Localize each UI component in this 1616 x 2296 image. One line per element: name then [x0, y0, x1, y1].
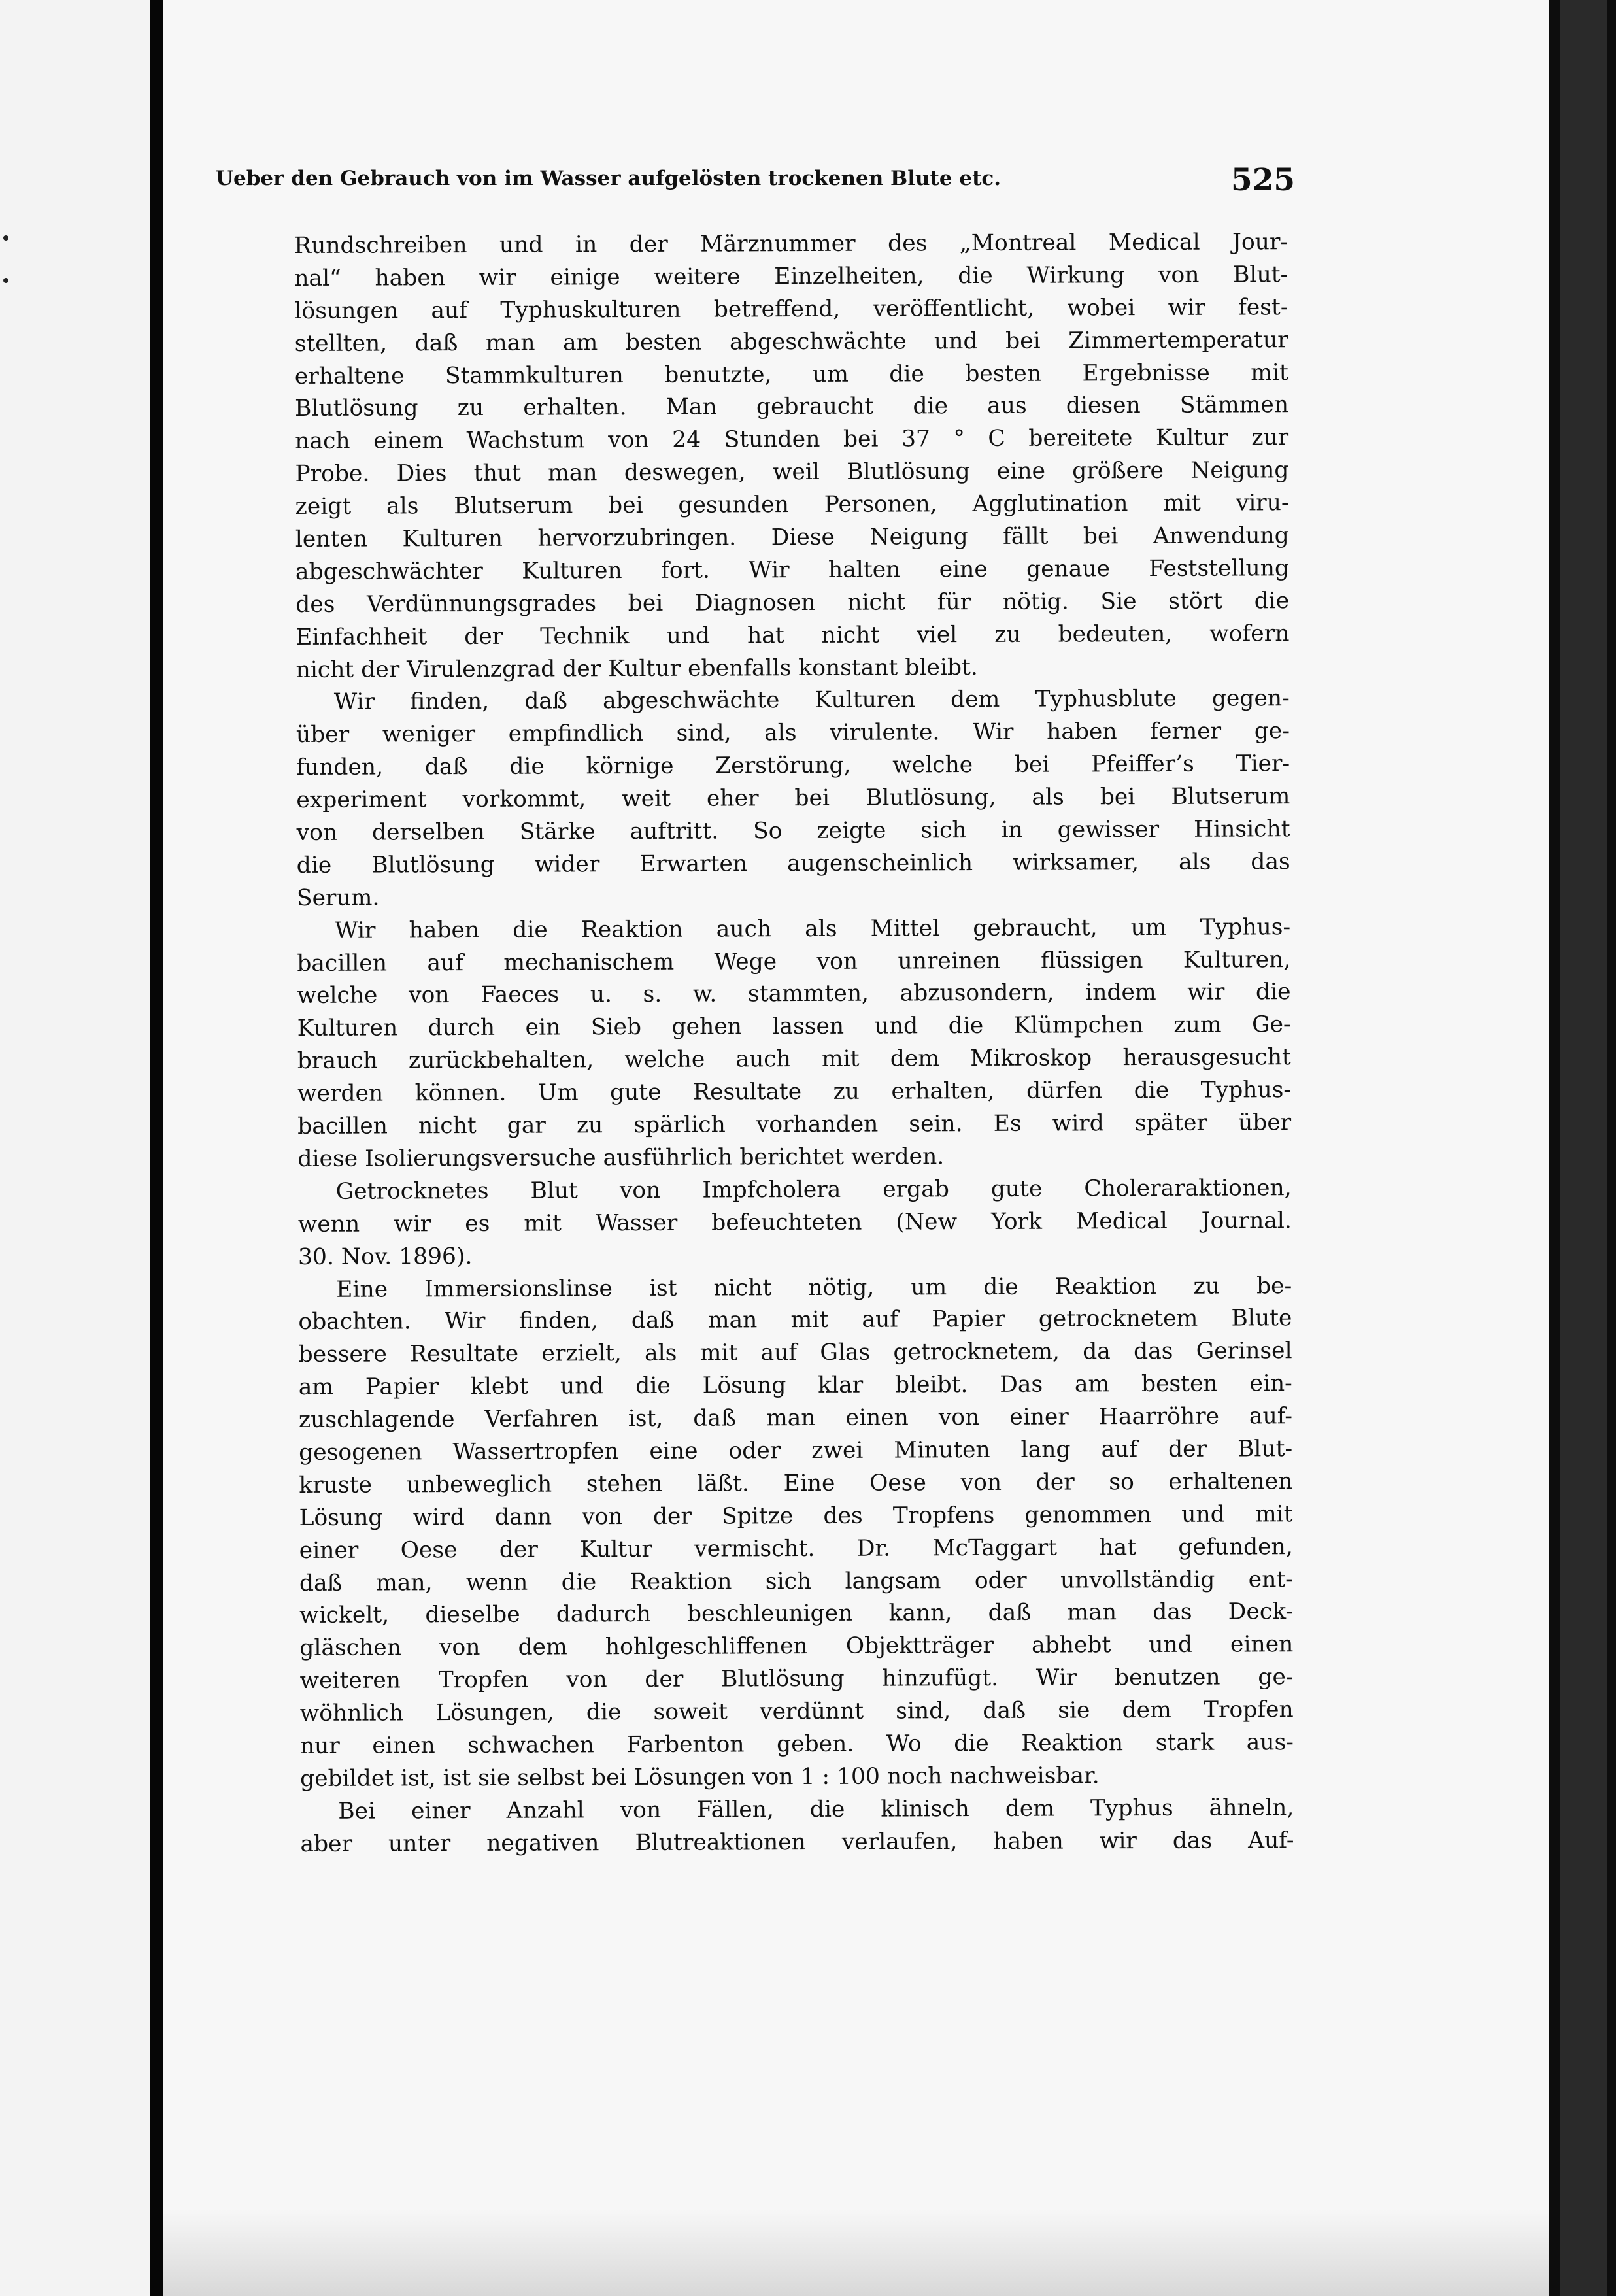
text-line: werden können. Um gute Resultate zu erhalten, dürfen die Typhus- [297, 1077, 1292, 1107]
text-line: Einfachheit der Technik und hat nicht viel zu bedeuten, wofern [295, 620, 1290, 650]
text-line: von derselben Stärke auftritt. So zeigte sich in gewisser Hinsicht [296, 816, 1290, 847]
page-bottom-shadow [163, 2210, 1549, 2296]
text-line: nach einem Wachstum von 24 Stunden bei 37 ° C bereitete Kultur zur [295, 424, 1289, 455]
text-line: Eine Immersionslinse ist nicht nötig, um die Reaktion zu be- [336, 1272, 1292, 1303]
text-line: daß man, wenn die Reaktion sich langsam oder unvollständig ent- [299, 1566, 1294, 1596]
text-line: funden, daß die körnige Zerstörung, welche bei Pfeiffer’s Tier- [296, 751, 1290, 781]
text-line: aber unter negativen Blutreaktionen verlaufen, haben wir das Auf- [300, 1827, 1294, 1857]
text-line: weiteren Tropfen von der Blutlösung hinzufügt. Wir benutzen ge- [299, 1664, 1294, 1695]
text-line: nal“ haben wir einige weitere Einzelheiten, die Wirkung von Blut- [294, 262, 1288, 292]
text-line: lenten Kulturen hervorzubringen. Diese Neigung fällt bei Anwendung [295, 522, 1289, 553]
margin-mark [3, 235, 8, 241]
text-line: gläschen von dem hohlgeschliffenen Objektträger abhebt und einen [299, 1631, 1294, 1662]
text-line: diese Isolierungsversuche ausführlich berichtet werden. [297, 1143, 945, 1172]
text-line: bessere Resultate erzielt, als mit auf Glas getrocknetem, da das Gerinsel [298, 1338, 1292, 1368]
text-line: abgeschwächter Kulturen fort. Wir halten eine genaue Feststellung [295, 555, 1290, 585]
text-line: zeigt als Blutserum bei gesunden Personen, Agglutination mit viru- [295, 490, 1289, 520]
text-line: Serum. [296, 885, 380, 911]
left-page-edge [0, 0, 150, 2296]
text-line: kruste unbeweglich stehen läßt. Eine Oese von der so erhaltenen [299, 1468, 1293, 1498]
text-line: wöhnlich Lösungen, die soweit verdünnt sind, daß sie dem Tropfen [299, 1697, 1294, 1727]
text-line: Rundschreiben und in der Märznummer des „Montreal Medical Jour- [294, 229, 1288, 259]
text-line: einer Oese der Kultur vermischt. Dr. McTaggart hat gefunden, [299, 1533, 1293, 1564]
text-line: Wir finden, daß abgeschwächte Kulturen dem Typhusblute gegen- [333, 685, 1290, 716]
text-line: Getrocknetes Blut von Impfcholera ergab gute Choleraraktionen, [335, 1174, 1292, 1205]
text-line: wenn wir es mit Wasser befeuchteten (New York Medical Journal. [297, 1207, 1292, 1238]
text-line: nur einen schwachen Farbenton geben. Wo die Reaktion stark aus- [299, 1729, 1294, 1759]
text-line: Kulturen durch ein Sieb gehen lassen und die Klümpchen zum Ge- [297, 1011, 1291, 1042]
text-line: stellten, daß man am besten abgeschwächte und bei Zimmertemperatur [294, 326, 1288, 357]
text-line: Lösung wird dann von der Spitze des Tropfens genommen und mit [299, 1500, 1293, 1531]
text-line: bacillen nicht gar zu spärlich vorhanden sein. Es wird später über [297, 1109, 1292, 1140]
text-line: die Blutlösung wider Erwarten augenscheinlich wirksamer, als das [296, 849, 1290, 879]
page-number: 525 [1231, 162, 1296, 198]
text-line: Bei einer Anzahl von Fällen, die klinisch dem Typhus ähneln, [338, 1794, 1294, 1825]
text-line: welche von Faeces u. s. w. stammten, abzusondern, indem wir die [297, 979, 1291, 1009]
text-line: Wir haben die Reaktion auch als Mittel gebraucht, um Typhus- [335, 913, 1291, 944]
text-line: über weniger empfindlich sind, als virulente. Wir haben ferner ge- [295, 718, 1290, 749]
text-line: erhaltene Stammkulturen benutzte, um die besten Ergebnisse mit [294, 359, 1288, 390]
text-line: bacillen auf mechanischem Wege von unreinen flüssigen Kulturen, [297, 946, 1291, 977]
text-line: experiment vorkommt, weit eher bei Blutlösung, als bei Blutserum [296, 783, 1290, 814]
text-line: Blutlösung zu erhalten. Man gebraucht die aus diesen Stämmen [294, 392, 1289, 422]
margin-mark [3, 278, 8, 283]
text-line: Probe. Dies thut man deswegen, weil Blutlösung eine größere Neigung [295, 457, 1289, 488]
text-line: wickelt, dieselbe dadurch beschleunigen kann, daß man das Deck- [299, 1598, 1294, 1629]
text-line: obachten. Wir finden, daß man mit auf Papier getrocknetem Blute [298, 1305, 1292, 1336]
text-line: des Verdünnungsgrades bei Diagnosen nicht für nötig. Sie stört die [295, 587, 1290, 618]
text-line: gesogenen Wassertropfen eine oder zwei Minuten lang auf der Blut- [299, 1436, 1293, 1466]
text-line: lösungen auf Typhuskulturen betreffend, veröffentlicht, wobei wir fest- [294, 294, 1288, 324]
text-line: nicht der Virulenzgrad der Kultur ebenfalls konstant bleibt. [295, 654, 978, 683]
right-page-edge [1560, 0, 1607, 2296]
text-line: am Papier klebt und die Lösung klar bleibt. Das am besten ein- [298, 1370, 1292, 1401]
text-line: 30. Nov. 1896). [297, 1243, 473, 1270]
text-line: brauch zurückbehalten, welche auch mit dem Mikroskop herausgesucht [297, 1044, 1291, 1075]
text-line: zuschlagende Verfahren ist, daß man einen von einer Haarröhre auf- [298, 1403, 1293, 1434]
book-gutter [150, 0, 163, 2296]
running-head: Ueber den Gebrauch von im Wasser aufgelösten trockenen Blute etc. [216, 167, 1002, 190]
text-line: gebildet ist, ist sie selbst bei Lösungen von 1 : 100 noch nachweisbar. [300, 1763, 1100, 1792]
body-text [294, 226, 1294, 1861]
